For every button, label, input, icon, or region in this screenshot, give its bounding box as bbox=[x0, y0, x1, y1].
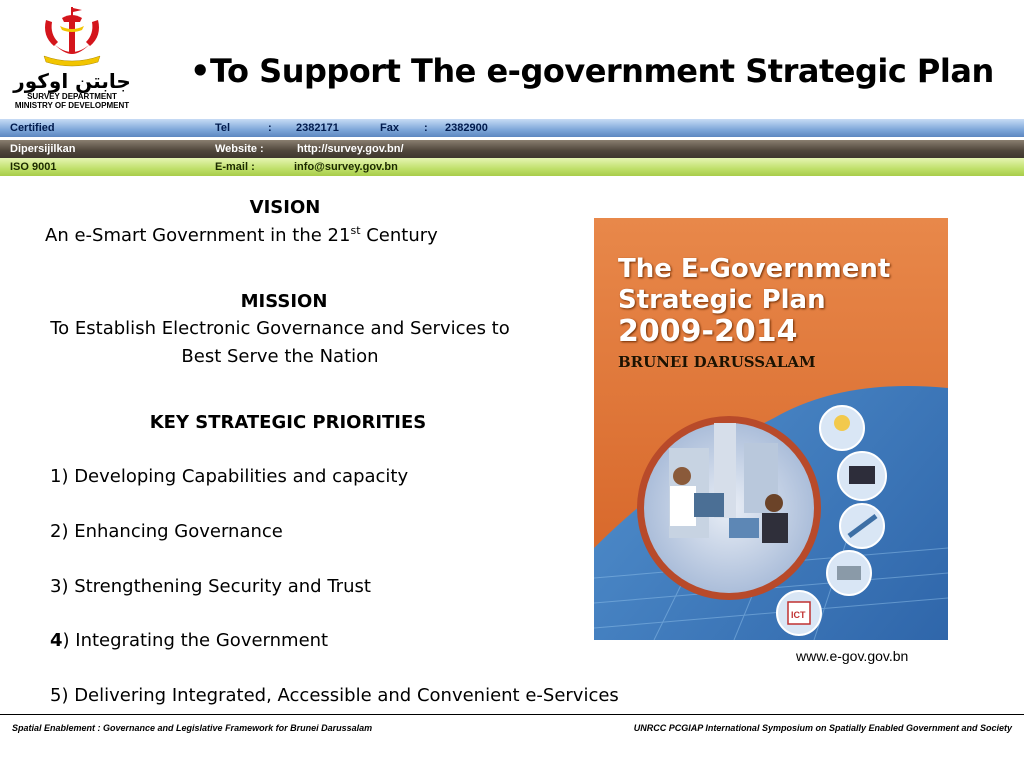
bar-divider bbox=[0, 137, 1024, 139]
cover-title-years: 2009-2014 bbox=[618, 314, 798, 349]
cover-title-country: BRUNEI DARUSSALAM bbox=[618, 353, 816, 371]
website-link[interactable]: http://survey.gov.bn/ bbox=[297, 143, 404, 155]
footer-right-text: UNRCC PCGIAP International Symposium on Spatially Enabled Government and Society bbox=[633, 723, 1012, 733]
email-label: E-mail : bbox=[215, 161, 255, 173]
brunei-emblem-icon bbox=[32, 6, 112, 70]
tel-label: Tel bbox=[215, 122, 231, 134]
priority-item-4 bbox=[50, 630, 328, 651]
priority-item-2: 2) Enhancing Governance bbox=[50, 521, 283, 542]
egov-url-link[interactable]: www.e-gov.gov.bn bbox=[796, 648, 909, 664]
vision-text-superscript: st bbox=[350, 224, 361, 237]
vision-heading: VISION bbox=[249, 197, 321, 218]
website-label: Website : bbox=[215, 143, 264, 155]
footer-divider bbox=[0, 714, 1024, 715]
cover-ict-label: ICT bbox=[791, 610, 806, 620]
mission-line-2: Best Serve the Nation bbox=[181, 346, 379, 367]
vision-text-end: Century bbox=[360, 225, 438, 246]
egov-strategic-plan-cover bbox=[594, 218, 948, 640]
footer-left-text: Spatial Enablement : Governance and Legislative Framework for Brunei Darussalam bbox=[12, 723, 373, 733]
logo-department-name: SURVEY DEPARTMENT bbox=[27, 92, 117, 101]
info-bar-iso bbox=[0, 158, 1024, 176]
iso-label: ISO 9001 bbox=[10, 161, 57, 173]
slide-title: •To Support The e-government Strategic Plan bbox=[190, 52, 994, 90]
cover-title bbox=[618, 254, 890, 378]
fax-value: 2382900 bbox=[445, 122, 488, 134]
logo-arabic-text: جابتن اوكور bbox=[13, 69, 131, 93]
cover-title-line-2: Strategic Plan bbox=[618, 285, 826, 315]
fax-label: Fax bbox=[380, 122, 399, 134]
info-bar-certified bbox=[0, 119, 1024, 137]
tel-separator: : bbox=[268, 122, 272, 134]
vision-text bbox=[45, 224, 438, 246]
priority-item-4-text: ) Integrating the Government bbox=[62, 630, 329, 651]
dipersijilkan-label: Dipersijilkan bbox=[10, 143, 76, 155]
vision-text-main: An e-Smart Government in the 21 bbox=[45, 225, 351, 246]
priority-item-5: 5) Delivering Integrated, Accessible and Convenient e-Services bbox=[50, 685, 619, 706]
mission-heading: MISSION bbox=[240, 291, 328, 312]
survey-department-logo bbox=[8, 6, 136, 116]
mission-line-1: To Establish Electronic Governance and Services to bbox=[50, 318, 510, 339]
info-bar-dipersijilkan bbox=[0, 140, 1024, 158]
cover-title-line-1: The E-Government bbox=[618, 254, 891, 284]
priority-item-1: 1) Developing Capabilities and capacity bbox=[50, 466, 409, 487]
tel-value: 2382171 bbox=[296, 122, 339, 134]
email-link[interactable]: info@survey.gov.bn bbox=[294, 161, 398, 173]
priority-item-4-number: 4 bbox=[50, 630, 63, 651]
priority-item-3: 3) Strengthening Security and Trust bbox=[50, 576, 371, 597]
logo-ministry-name: MINISTRY OF DEVELOPMENT bbox=[14, 101, 130, 110]
fax-separator: : bbox=[424, 122, 428, 134]
certified-label: Certified bbox=[10, 122, 55, 134]
priorities-heading: KEY STRATEGIC PRIORITIES bbox=[149, 412, 427, 433]
